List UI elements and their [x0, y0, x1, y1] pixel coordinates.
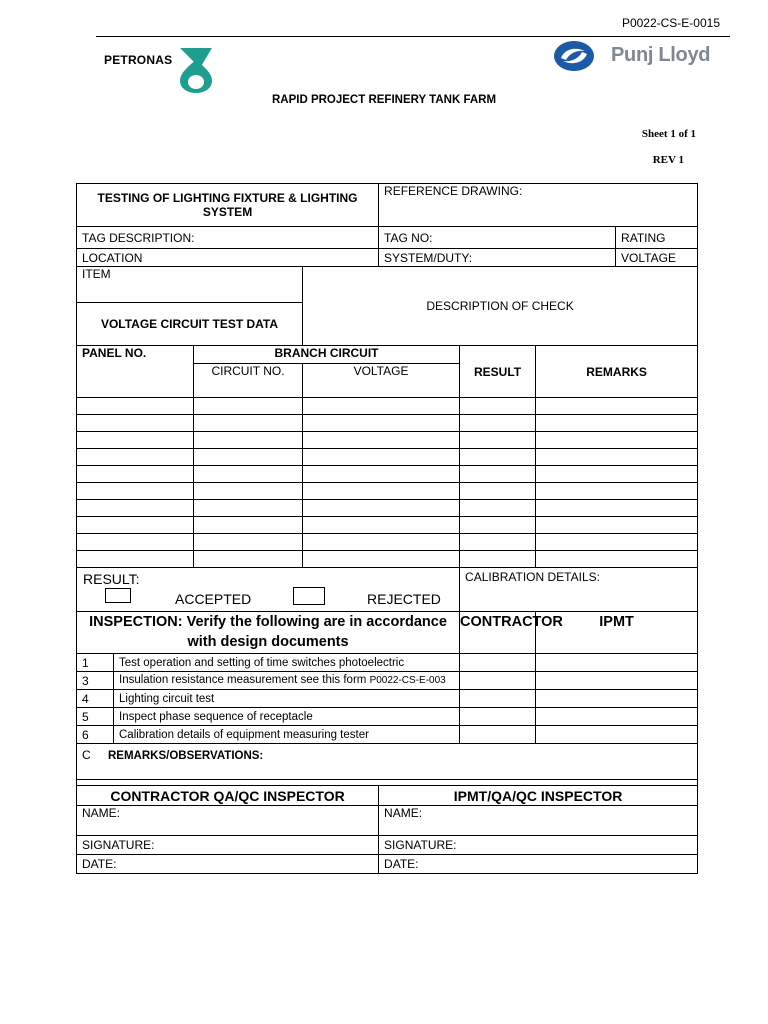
remarks-cell[interactable] — [536, 415, 698, 432]
result-cell[interactable] — [460, 517, 536, 534]
contractor-signature-field[interactable]: SIGNATURE: — [77, 836, 379, 855]
inspection-item-label: Lighting circuit test — [119, 692, 215, 705]
circuit-no-cell[interactable] — [194, 466, 303, 483]
contractor-check-cell[interactable] — [460, 654, 536, 672]
voltage-cell[interactable] — [303, 500, 460, 517]
inspection-item-text — [114, 708, 460, 726]
result-label: RESULT: — [83, 571, 140, 587]
table-row — [77, 449, 698, 466]
inspection-heading: INSPECTION: Verify the following are in accordance with design documents — [77, 612, 460, 654]
remarks-cell[interactable] — [536, 500, 698, 517]
table-row — [77, 483, 698, 500]
ipmt-check-cell[interactable] — [536, 672, 698, 690]
remarks-prefix: C — [82, 748, 91, 762]
circuit-no-cell[interactable] — [194, 415, 303, 432]
voltage-cell[interactable] — [303, 398, 460, 415]
circuit-no-cell[interactable] — [194, 398, 303, 415]
voltage-circuit-test-heading: VOLTAGE CIRCUIT TEST DATA — [77, 303, 303, 346]
item-label: ITEM — [77, 267, 303, 303]
accepted-label: ACCEPTED — [175, 591, 252, 607]
panel-no-cell[interactable] — [77, 449, 194, 466]
test-data-rows — [77, 398, 698, 568]
form-title: TESTING OF LIGHTING FIXTURE & LIGHTING SYSTEM — [77, 184, 379, 227]
inspection-item-label: Insulation resistance measurement see this form — [119, 674, 370, 686]
inspection-item-form-ref: P0022-CS-E-003 — [369, 675, 446, 686]
remarks-observations-label: REMARKS/OBSERVATIONS: — [108, 750, 264, 762]
location-field[interactable]: LOCATION — [77, 249, 379, 267]
ipmt-inspector-heading: IPMT/QA/QC INSPECTOR — [379, 786, 698, 806]
inspection-item-number: 1 — [77, 654, 114, 672]
result-cell[interactable] — [460, 449, 536, 466]
inspection-items — [77, 654, 698, 744]
result-cell[interactable] — [460, 483, 536, 500]
result-cell[interactable] — [460, 415, 536, 432]
result-cell[interactable] — [460, 534, 536, 551]
panel-no-cell[interactable] — [77, 534, 194, 551]
panel-no-cell[interactable] — [77, 500, 194, 517]
punj-lloyd-logo-text: Punj Lloyd — [611, 44, 711, 66]
circuit-no-cell[interactable] — [194, 517, 303, 534]
remarks-cell[interactable] — [536, 551, 698, 568]
inspection-item-label: Test operation and setting of time switches photoelectric — [119, 656, 405, 669]
inspection-item-number: 3 — [77, 672, 114, 690]
panel-no-cell[interactable] — [77, 466, 194, 483]
inspection-item-row — [77, 654, 698, 672]
inspection-item-row — [77, 726, 698, 744]
circuit-no-cell[interactable] — [194, 449, 303, 466]
circuit-no-cell[interactable] — [194, 534, 303, 551]
inspection-item-number: 5 — [77, 708, 114, 726]
ipmt-check-cell[interactable] — [536, 654, 698, 672]
voltage-cell[interactable] — [303, 432, 460, 449]
remarks-cell[interactable] — [536, 432, 698, 449]
inspection-item-text — [114, 672, 460, 690]
ipmt-header: IPMT — [536, 612, 698, 654]
result-cell[interactable] — [460, 551, 536, 568]
ipmt-date-field[interactable]: DATE: — [379, 855, 698, 874]
inspection-item-row — [77, 690, 698, 708]
voltage-cell[interactable] — [303, 534, 460, 551]
inspection-item-label: Inspect phase sequence of receptacle — [119, 710, 313, 723]
panel-no-cell[interactable] — [77, 517, 194, 534]
inspection-item-number: 4 — [77, 690, 114, 708]
petronas-logo-text: PETRONAS — [104, 53, 173, 67]
inspection-item-row — [77, 672, 698, 690]
voltage-cell[interactable] — [303, 415, 460, 432]
voltage-cell[interactable] — [303, 466, 460, 483]
table-row — [77, 551, 698, 568]
petronas-logo-icon — [176, 46, 216, 94]
inspection-item-label: Calibration details of equipment measuring tester — [119, 728, 369, 741]
ipmt-check-cell[interactable] — [536, 708, 698, 726]
remarks-cell[interactable] — [536, 398, 698, 415]
circuit-no-cell[interactable] — [194, 432, 303, 449]
contractor-name-field[interactable]: NAME: — [77, 806, 379, 836]
revision: REV 1 — [652, 154, 684, 166]
result-header: RESULT — [460, 346, 536, 398]
inspection-form — [76, 183, 698, 874]
circuit-no-cell[interactable] — [194, 500, 303, 517]
table-row — [77, 432, 698, 449]
table-row — [77, 466, 698, 483]
reference-drawing-field[interactable]: REFERENCE DRAWING: — [379, 184, 698, 227]
inspection-item-number: 6 — [77, 726, 114, 744]
contractor-header: CONTRACTOR — [460, 612, 536, 654]
remarks-cell[interactable] — [536, 517, 698, 534]
accepted-checkbox[interactable] — [105, 588, 131, 603]
remarks-cell[interactable] — [536, 466, 698, 483]
punj-lloyd-logo-icon — [553, 40, 595, 72]
inspection-item-text — [114, 690, 460, 708]
rejected-checkbox[interactable] — [293, 587, 325, 605]
panel-no-cell[interactable] — [77, 415, 194, 432]
panel-no-cell[interactable] — [77, 398, 194, 415]
contractor-inspector-heading: CONTRACTOR QA/QC INSPECTOR — [77, 786, 379, 806]
table-row — [77, 398, 698, 415]
contractor-date-field[interactable]: DATE: — [77, 855, 379, 874]
remarks-header: REMARKS — [536, 346, 698, 398]
tag-no-field[interactable]: TAG NO: — [379, 227, 616, 249]
sheet-number: Sheet 1 of 1 — [641, 128, 696, 140]
remarks-cell[interactable] — [536, 534, 698, 551]
result-cell[interactable] — [460, 398, 536, 415]
ipmt-signature-field[interactable]: SIGNATURE: — [379, 836, 698, 855]
result-cell[interactable] — [460, 432, 536, 449]
remarks-observations-section[interactable] — [77, 744, 698, 780]
table-row — [77, 500, 698, 517]
contractor-check-cell[interactable] — [460, 690, 536, 708]
panel-no-header: PANEL NO. — [77, 346, 194, 398]
ipmt-check-cell[interactable] — [536, 690, 698, 708]
project-title: RAPID PROJECT REFINERY TANK FARM — [271, 94, 497, 106]
table-row — [77, 534, 698, 551]
table-row — [77, 517, 698, 534]
result-cell[interactable] — [460, 500, 536, 517]
remarks-cell[interactable] — [536, 449, 698, 466]
inspection-item-text — [114, 654, 460, 672]
result-cell[interactable] — [460, 466, 536, 483]
voltage-field[interactable]: VOLTAGE — [616, 249, 698, 267]
voltage-cell[interactable] — [303, 551, 460, 568]
ipmt-check-cell[interactable] — [536, 726, 698, 744]
contractor-check-cell[interactable] — [460, 708, 536, 726]
inspection-item-text — [114, 726, 460, 744]
result-section — [77, 568, 460, 612]
circuit-no-cell[interactable] — [194, 551, 303, 568]
voltage-cell[interactable] — [303, 483, 460, 500]
system-duty-field[interactable]: SYSTEM/DUTY: — [379, 249, 616, 267]
table-row — [77, 415, 698, 432]
circuit-no-header: CIRCUIT NO. — [194, 364, 303, 398]
calibration-details-field[interactable]: CALIBRATION DETAILS: — [460, 568, 698, 612]
remarks-cell[interactable] — [536, 483, 698, 500]
panel-no-cell[interactable] — [77, 432, 194, 449]
panel-no-cell[interactable] — [77, 483, 194, 500]
voltage-cell[interactable] — [303, 449, 460, 466]
header-rule — [96, 36, 730, 37]
voltage-header: VOLTAGE — [303, 364, 460, 398]
inspection-item-row — [77, 708, 698, 726]
description-of-check: DESCRIPTION OF CHECK — [303, 267, 698, 346]
ipmt-name-field[interactable]: NAME: — [379, 806, 698, 836]
panel-no-cell[interactable] — [77, 551, 194, 568]
contractor-check-cell[interactable] — [460, 672, 536, 690]
rejected-label: REJECTED — [367, 591, 441, 607]
voltage-cell[interactable] — [303, 517, 460, 534]
rating-field[interactable]: RATING — [616, 227, 698, 249]
tag-description-field[interactable]: TAG DESCRIPTION: — [77, 227, 379, 249]
contractor-check-cell[interactable] — [460, 726, 536, 744]
document-number: P0022-CS-E-0015 — [621, 16, 720, 30]
branch-circuit-header: BRANCH CIRCUIT — [194, 346, 460, 364]
circuit-no-cell[interactable] — [194, 483, 303, 500]
